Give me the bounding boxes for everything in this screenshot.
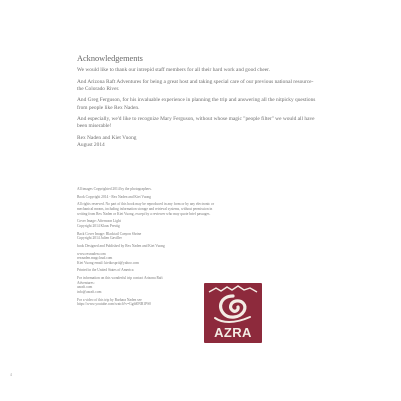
fine-print-line: mechanical means, including information storage and retrieval systems, without permission in [77, 206, 213, 211]
fine-print-line: Printed in the United States of America [77, 268, 134, 273]
fine-print-line: Book Copyright 2014 - Rex Naden and Kiet Vuong [77, 194, 151, 199]
fine-print-block [77, 268, 252, 273]
fine-print-line: Cover Image: Afternoon Light [77, 219, 121, 224]
ack-paragraph: We would like to thank our intrepid staff members for all their hard work and good cheer. [77, 67, 271, 73]
fine-print-line: For a video of this trip by Barbara Naden see [77, 297, 142, 302]
acknowledgements-title: Acknowledgements [77, 54, 143, 63]
fine-print-line: www.rexnaden.com [77, 251, 106, 256]
signature-date: August 2014 [77, 142, 105, 149]
fine-print-block [77, 187, 252, 192]
ack-paragraph: And especially, we'd like to recognize Mary Ferguson, without whose magic "people filter" we would all have been miserable! [77, 116, 315, 130]
azra-logo [204, 283, 262, 343]
fine-print-line: https://www.youtube.com/watch?v=Ggfd0NB1PS0 [77, 302, 151, 307]
fine-print-line: Back Cover Image: Blacktail Canyon Shrine [77, 231, 142, 236]
signature-names: Rex Naden and Kiet Vuong [77, 134, 137, 141]
fine-print-line: writing from Rex Naden or Kiet Vuong, except by a reviewer who may quote brief passages. [77, 211, 211, 216]
signature-block [77, 135, 317, 149]
fine-print-block [77, 202, 252, 216]
fine-print-block [77, 232, 252, 241]
fine-print-block [77, 252, 252, 266]
azra-logo-graphic [204, 283, 262, 343]
acknowledgements-section [77, 53, 317, 154]
fine-print-line: Kiet Vuong email: kietkosprit@yahoo.com [77, 260, 139, 265]
fine-print-block [77, 244, 252, 249]
azra-wordmark: AZRA [214, 325, 252, 340]
fine-print-line: Copyright 2014 Klaus Prestig [77, 223, 120, 228]
ack-paragraph: And Greg Ferguson, for his invaluable experience in planning the trip and answering all the nitpicky questions from people like Rex Naden. [77, 97, 316, 111]
fine-print-block [77, 219, 252, 228]
fine-print-line: Adventures: [77, 280, 95, 285]
fine-print-block [77, 195, 252, 200]
fine-print-line: info@azraft.com [77, 289, 102, 294]
fine-print-line: rexnaden.magcloud.com [77, 256, 113, 261]
fine-print-line: All images Copyrighted 2014 by the photographers. [77, 187, 152, 191]
page-number: 4 [10, 373, 12, 377]
fine-print-line: azraft.com [77, 285, 93, 290]
fine-print-line: book Designed and Published by Rex Naden and Kiet Vuong [77, 243, 165, 248]
fine-print-line: Copyright 2014 Julien Gaviller [77, 236, 122, 241]
fine-print-line: For information on this wonderful trip contact Arizona Raft [77, 276, 163, 281]
ack-paragraph: And Arizona Raft Adventures for being a great host and taking special care of our previous national resource- the Colorado River. [77, 78, 314, 92]
fine-print-line: All rights reserved. No part of this book may be reproduced in any form or by any electronic or [77, 202, 215, 207]
